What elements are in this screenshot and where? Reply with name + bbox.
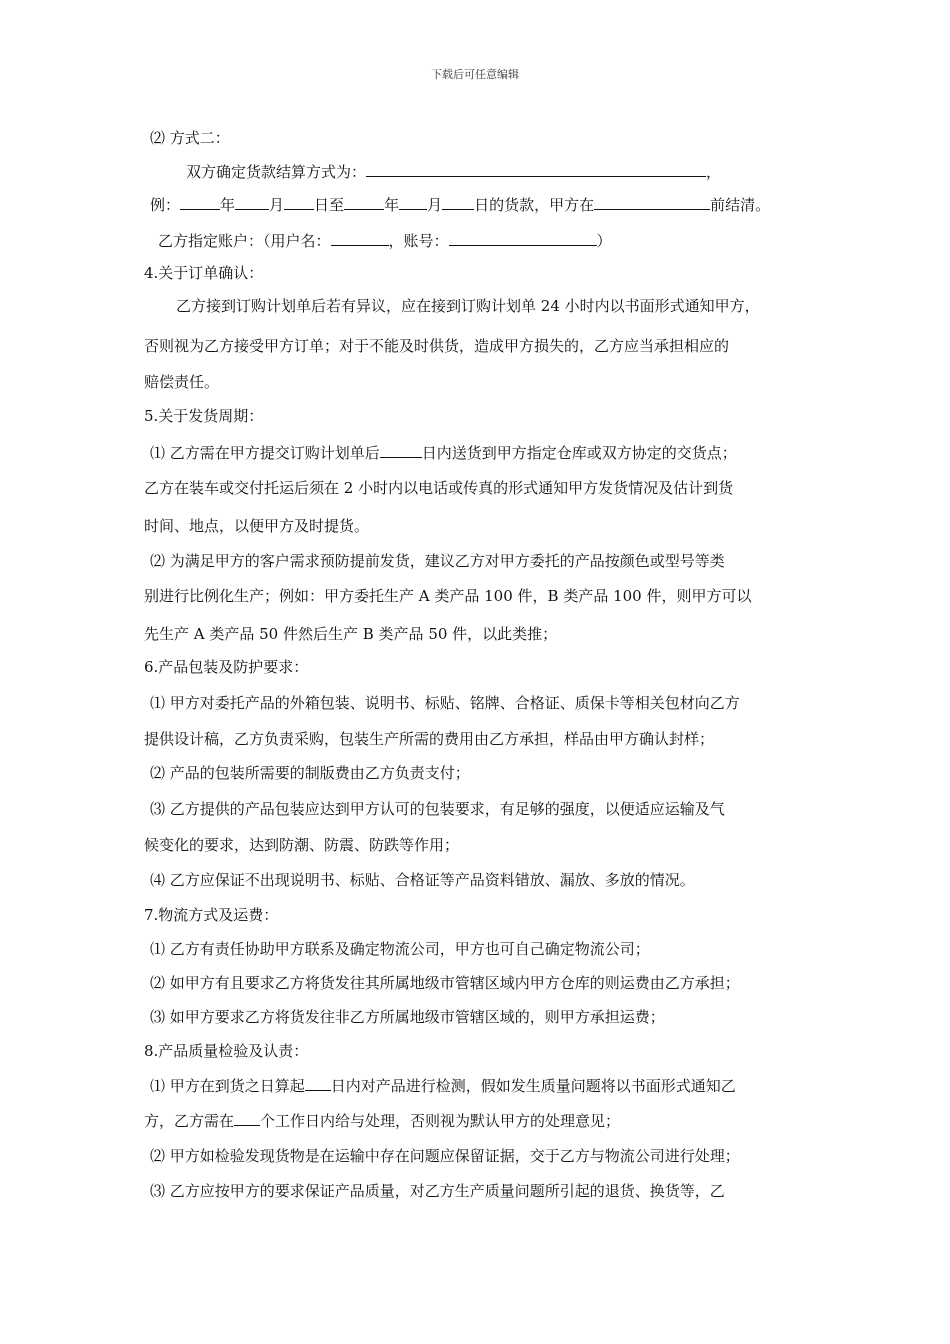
line-text: ⑷ 乙方应保证不出现说明书、标贴、合格证等产品资料错放、漏放、多放的情况。: [150, 871, 695, 889]
line-text: 乙方接到订购计划单后若有异议，应在接到订购计划单 24 小时内以书面形式通知甲方，: [176, 297, 760, 315]
line-text: 别进行比例化生产；例如：甲方委托生产 A 类产品 100 件，B 类产品 100 件，则甲方可以: [144, 587, 752, 605]
line-text: 时间、地点，以便甲方及时提货。: [144, 517, 370, 535]
paragraph-line: [150, 939, 650, 959]
fill-in-blank: [594, 195, 710, 210]
paragraph-line: [150, 1146, 740, 1166]
line-text: ⑶ 乙方应按甲方的要求保证产品质量，对乙方生产质量问题所引起的退货、换货等，乙: [150, 1182, 725, 1200]
fill-in-blank: [366, 162, 706, 177]
line-text: 个工作日内给与处理，否则视为默认甲方的处理意见；: [260, 1112, 621, 1130]
line-text: ⑵ 甲方如检验发现货物是在运输中存在问题应保留证据，交于乙方与物流公司进行处理；: [150, 1147, 740, 1165]
line-text: ⑵ 如甲方有且要求乙方将货发往其所属地级市管辖区域内甲方仓库的则运费由乙方承担；: [150, 974, 740, 992]
fill-in-blank: [380, 443, 422, 458]
line-text: 5.关于发货周期：: [144, 407, 264, 425]
paragraph-line: [150, 693, 740, 713]
page-header: 下载后可任意编辑: [431, 68, 519, 81]
paragraph-line: [150, 128, 230, 148]
paragraph-line: [144, 478, 733, 498]
paragraph-line: [186, 162, 721, 182]
fill-in-blank: [180, 195, 220, 210]
line-text: 乙方在装车或交付托运后须在 2 小时内以电话或传真的形式通知甲方发货情况及估计到货: [144, 479, 734, 497]
paragraph-line: [144, 372, 219, 392]
fill-in-blank: [235, 195, 269, 210]
line-text: 先生产 A 类产品 50 件然后生产 B 类产品 50 件，以此类推；: [144, 625, 558, 643]
paragraph-line: [144, 263, 263, 283]
paragraph-line: [150, 1181, 725, 1201]
line-text: 4.关于订单确认：: [144, 264, 264, 282]
paragraph-line: [176, 296, 760, 316]
line-text: ，: [706, 163, 722, 181]
line-text: 否则视为乙方接受甲方订单；对于不能及时供货，造成甲方损失的，乙方应当承担相应的: [144, 337, 730, 355]
paragraph-line: [144, 336, 729, 356]
paragraph-line: [144, 516, 369, 536]
fill-in-blank: [442, 195, 474, 210]
line-text: 8.产品质量检验及认责：: [144, 1042, 309, 1060]
fill-in-blank: [399, 195, 427, 210]
paragraph-line: [144, 657, 308, 677]
paragraph-line: [150, 195, 770, 215]
paragraph-line: [150, 799, 725, 819]
line-text: ⑴ 甲方在到货之日算起: [150, 1077, 305, 1095]
line-text: 方，乙方需在: [144, 1112, 235, 1130]
paragraph-line: [144, 624, 557, 644]
paragraph-line: [150, 1076, 736, 1096]
line-text: ⑴ 乙方有责任协助甲方联系及确定物流公司，甲方也可自己确定物流公司；: [150, 940, 650, 958]
line-text: 月: [427, 196, 443, 214]
fill-in-blank: [305, 1076, 331, 1091]
paragraph-line: [150, 870, 695, 890]
paragraph-line: [144, 1111, 620, 1131]
paragraph-line: [150, 551, 725, 571]
paragraph-line: [144, 729, 714, 749]
line-text: ⑵ 方式二：: [150, 129, 230, 147]
line-text: 年: [220, 196, 236, 214]
fill-in-blank: [449, 231, 597, 246]
fill-in-blank: [344, 195, 384, 210]
line-text: 提供设计稿，乙方负责采购，包装生产所需的费用由乙方承担，样品由甲方确认封样；: [144, 730, 715, 748]
line-text: ⑴ 甲方对委托产品的外箱包装、说明书、标贴、铭牌、合格证、质保卡等相关包材向乙方: [150, 694, 740, 712]
line-text: 年: [384, 196, 400, 214]
line-text: ）: [596, 232, 612, 250]
line-text: 日的货款，甲方在: [474, 196, 595, 214]
fill-in-blank: [284, 195, 314, 210]
line-text: 候变化的要求，达到防潮、防震、防跌等作用；: [144, 836, 460, 854]
line-text: ⑶ 如甲方要求乙方将货发往非乙方所属地级市管辖区域的，则甲方承担运费；: [150, 1008, 665, 1026]
line-text: 日至: [314, 196, 345, 214]
line-text: 乙方指定账户：（用户名：: [158, 232, 331, 250]
paragraph-line: [150, 443, 737, 463]
paragraph-line: [144, 1041, 308, 1061]
line-text: 日内对产品进行检测，假如发生质量问题将以书面形式通知乙: [330, 1077, 736, 1095]
line-text: ⑵ 为满足甲方的客户需求预防提前发货，建议乙方对甲方委托的产品按颜色或型号等类: [150, 552, 725, 570]
line-text: 赔偿责任。: [144, 373, 220, 391]
paragraph-line: [150, 1007, 665, 1027]
line-text: 前结清。: [710, 196, 771, 214]
paragraph-line: [144, 586, 752, 606]
line-text: ，账号：: [388, 232, 449, 250]
line-text: 7.物流方式及运费：: [144, 906, 279, 924]
line-text: 月: [269, 196, 285, 214]
line-text: 双方确定货款结算方式为：: [186, 163, 367, 181]
line-text: ⑶ 乙方提供的产品包装应达到甲方认可的包装要求，有足够的强度，以便适应运输及气: [150, 800, 725, 818]
line-text: ⑴ 乙方需在甲方提交订购计划单后: [150, 444, 380, 462]
paragraph-line: [158, 231, 612, 251]
line-text: 日内送货到甲方指定仓库或双方协定的交货点；: [421, 444, 737, 462]
fill-in-blank: [234, 1111, 260, 1126]
paragraph-line: [150, 763, 470, 783]
paragraph-line: [144, 406, 263, 426]
paragraph-line: [144, 835, 459, 855]
line-text: 例：: [150, 196, 181, 214]
paragraph-line: [150, 973, 740, 993]
line-text: 6.产品包装及防护要求：: [144, 658, 309, 676]
fill-in-blank: [331, 231, 389, 246]
line-text: ⑵ 产品的包装所需要的制版费由乙方负责支付；: [150, 764, 470, 782]
paragraph-line: [144, 905, 278, 925]
